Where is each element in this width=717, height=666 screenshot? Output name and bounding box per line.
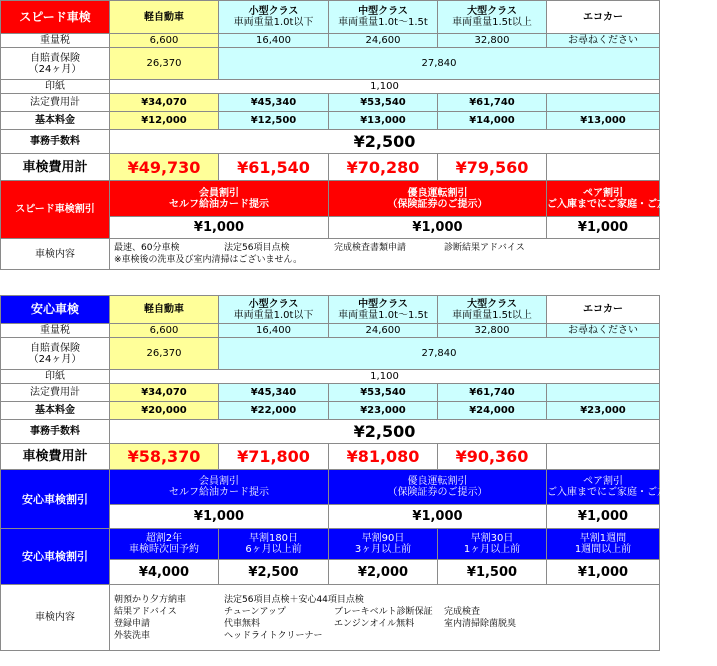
contents-item: ヘッドライトクリーナー <box>224 630 323 641</box>
legal-total-small: ¥45,340 <box>219 384 329 402</box>
member-discount-value: ¥1,000 <box>110 217 329 239</box>
insurance-kei: 26,370 <box>110 48 219 80</box>
legal-total-large: ¥61,740 <box>438 94 547 112</box>
contents-list <box>110 585 660 651</box>
base-fee-small: ¥12,500 <box>219 112 329 130</box>
base-fee-mid: ¥23,000 <box>329 402 438 420</box>
base-fee-kei: ¥20,000 <box>110 402 219 420</box>
admin-fee-value: ¥2,500 <box>110 420 660 444</box>
weight-tax-small: 16,400 <box>219 34 329 48</box>
header-kei: 軽自動車 <box>110 296 219 324</box>
contents-item: 法定56項目点検＋安心44項目点検 <box>224 594 364 605</box>
weight-tax-kei: 6,600 <box>110 324 219 338</box>
speed-shaken-table <box>0 0 717 270</box>
weight-tax-small: 16,400 <box>219 324 329 338</box>
total-label: 車検費用計 <box>1 444 110 470</box>
contents-item: 登録申請 <box>114 618 151 629</box>
total-eco <box>547 154 660 181</box>
member-discount: 会員割引 セルフ給油カード提示 <box>110 470 329 505</box>
anshin-title: 安心車検 <box>1 296 110 324</box>
contents-item: 法定56項目点検 <box>224 243 290 253</box>
pair-discount: ペア割引 ご入庫までにご家庭・ご友人のご予約 <box>547 181 660 217</box>
early-1week-discount-value: ¥1,000 <box>547 560 660 585</box>
weight-tax-mid: 24,600 <box>329 34 438 48</box>
weight-tax-kei: 6,600 <box>110 34 219 48</box>
anshin-discount-label: 安心車検割引 <box>1 470 110 529</box>
pair-discount: ペア割引 ご入庫までにご家庭・ご友人のご予約 <box>547 470 660 505</box>
super-discount-value: ¥4,000 <box>110 560 219 585</box>
safe-driver-discount: 優良運転割引 （保険証券のご提示） <box>329 181 547 217</box>
base-fee-mid: ¥13,000 <box>329 112 438 130</box>
legal-total-label: 法定費用計 <box>1 384 110 402</box>
safe-driver-discount-value: ¥1,000 <box>329 505 547 529</box>
header-small: 小型クラス 車両重量1.0t以下 <box>219 1 329 34</box>
stamp-value: 1,100 <box>110 80 660 94</box>
weight-tax-large: 32,800 <box>438 34 547 48</box>
base-fee-label: 基本料金 <box>1 402 110 420</box>
contents-item: 診断結果アドバイス <box>444 243 525 253</box>
member-discount-value: ¥1,000 <box>110 505 329 529</box>
header-small: 小型クラス 車両重量1.0t以下 <box>219 296 329 324</box>
contents-item: 最速、60分車検 <box>114 243 180 253</box>
total-kei: ¥49,730 <box>110 154 219 181</box>
insurance-label: 自賠責保険 （24ヶ月） <box>1 338 110 370</box>
contents-item: 外装洗車 <box>114 630 151 641</box>
anshin-discount-label-2: 安心車検割引 <box>1 529 110 585</box>
total-large: ¥79,560 <box>438 154 547 181</box>
early-30-discount: 早割30日 1ヶ月以上前 <box>438 529 547 560</box>
speed-title: スピード車検 <box>1 1 110 34</box>
weight-tax-mid: 24,600 <box>329 324 438 338</box>
total-label: 車検費用計 <box>1 154 110 181</box>
contents-label: 車検内容 <box>1 239 110 270</box>
total-mid: ¥81,080 <box>329 444 438 470</box>
weight-tax-label: 重量税 <box>1 34 110 48</box>
pair-discount-value: ¥1,000 <box>547 505 660 529</box>
early-180-discount: 早割180日 6ヶ月以上前 <box>219 529 329 560</box>
pair-discount-value: ¥1,000 <box>547 217 660 239</box>
weight-tax-label: 重量税 <box>1 324 110 338</box>
contents-item: 朝預かり夕方納車 <box>114 594 187 605</box>
total-mid: ¥70,280 <box>329 154 438 181</box>
admin-fee-label: 事務手数料 <box>1 130 110 154</box>
contents-item: エンジンオイル無料 <box>334 618 415 629</box>
insurance-others: 27,840 <box>219 338 660 370</box>
admin-fee-label: 事務手数料 <box>1 420 110 444</box>
weight-tax-eco: お尋ねください <box>547 324 660 338</box>
weight-tax-eco: お尋ねください <box>547 34 660 48</box>
contents-list <box>110 239 660 270</box>
legal-total-kei: ¥34,070 <box>110 94 219 112</box>
contents-item: 室内清掃除菌脱臭 <box>444 618 517 629</box>
early-180-discount-value: ¥2,500 <box>219 560 329 585</box>
weight-tax-large: 32,800 <box>438 324 547 338</box>
member-discount: 会員割引 セルフ給油カード提示 <box>110 181 329 217</box>
admin-fee-value: ¥2,500 <box>110 130 660 154</box>
legal-total-label: 法定費用計 <box>1 94 110 112</box>
header-eco: エコカー <box>547 1 660 34</box>
legal-total-large: ¥61,740 <box>438 384 547 402</box>
stamp-value: 1,100 <box>110 370 660 384</box>
safe-driver-discount: 優良運転割引 （保険証券のご提示） <box>329 470 547 505</box>
total-kei: ¥58,370 <box>110 444 219 470</box>
insurance-label: 自賠責保険 （24ヶ月） <box>1 48 110 80</box>
contents-note: ※車検後の洗車及び室内清掃はございません。 <box>114 255 303 265</box>
base-fee-eco: ¥13,000 <box>547 112 660 130</box>
header-kei: 軽自動車 <box>110 1 219 34</box>
total-small: ¥61,540 <box>219 154 329 181</box>
contents-item: 結果アドバイス <box>114 606 177 617</box>
legal-total-small: ¥45,340 <box>219 94 329 112</box>
total-eco <box>547 444 660 470</box>
insurance-kei: 26,370 <box>110 338 219 370</box>
legal-total-mid: ¥53,540 <box>329 94 438 112</box>
early-1week-discount: 早割1週間 1週間以上前 <box>547 529 660 560</box>
total-large: ¥90,360 <box>438 444 547 470</box>
header-mid: 中型クラス 車両重量1.0t～1.5t <box>329 296 438 324</box>
total-small: ¥71,800 <box>219 444 329 470</box>
contents-label: 車検内容 <box>1 585 110 651</box>
contents-item: ブレーキベルト診断保証 <box>334 606 433 617</box>
speed-discount-label: スピード車検割引 <box>1 181 110 239</box>
stamp-label: 印紙 <box>1 80 110 94</box>
stamp-label: 印紙 <box>1 370 110 384</box>
header-large: 大型クラス 車両重量1.5t以上 <box>438 1 547 34</box>
header-eco: エコカー <box>547 296 660 324</box>
anshin-shaken-table <box>0 295 717 651</box>
legal-total-eco <box>547 384 660 402</box>
safe-driver-discount-value: ¥1,000 <box>329 217 547 239</box>
base-fee-large: ¥24,000 <box>438 402 547 420</box>
insurance-others: 27,840 <box>219 48 660 80</box>
contents-item: 完成検査書類申請 <box>334 243 407 253</box>
base-fee-large: ¥14,000 <box>438 112 547 130</box>
base-fee-small: ¥22,000 <box>219 402 329 420</box>
base-fee-eco: ¥23,000 <box>547 402 660 420</box>
legal-total-eco <box>547 94 660 112</box>
contents-item: 代車無料 <box>224 618 261 629</box>
header-large: 大型クラス 車両重量1.5t以上 <box>438 296 547 324</box>
early-90-discount-value: ¥2,000 <box>329 560 438 585</box>
header-mid: 中型クラス 車両重量1.0t～1.5t <box>329 1 438 34</box>
super-discount: 超割2年 車検時次回予約 <box>110 529 219 560</box>
base-fee-label: 基本料金 <box>1 112 110 130</box>
base-fee-kei: ¥12,000 <box>110 112 219 130</box>
legal-total-kei: ¥34,070 <box>110 384 219 402</box>
contents-item: 完成検査 <box>444 606 481 617</box>
legal-total-mid: ¥53,540 <box>329 384 438 402</box>
contents-item: チューンアップ <box>224 606 286 617</box>
early-90-discount: 早割90日 3ヶ月以上前 <box>329 529 438 560</box>
early-30-discount-value: ¥1,500 <box>438 560 547 585</box>
